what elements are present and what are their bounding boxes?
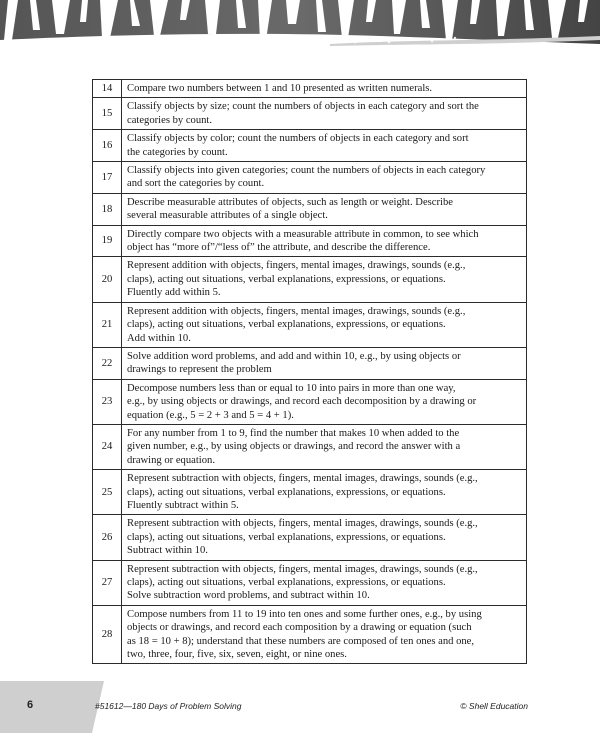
- table-row: [93, 560, 527, 605]
- description-line: and sort the categories by count.: [127, 178, 265, 190]
- description-line: claps), acting out situations, verbal explanations, expressions, or equations.: [127, 319, 446, 331]
- description-line: claps), acting out situations, verbal explanations, expressions, or equations.: [127, 577, 446, 588]
- standard-description: [122, 130, 527, 162]
- table-row: [93, 605, 527, 664]
- description-line: Fluently subtract within 5.: [127, 499, 239, 511]
- description-line: Directly compare two objects with a measurable attribute in common, to see which: [127, 228, 479, 240]
- description-line: claps), acting out situations, verbal explanations, expressions, or equations.: [127, 273, 446, 285]
- description-line: Classify objects by color; count the numbers of objects in each category and sort: [127, 133, 469, 145]
- standard-number: 22: [93, 347, 122, 379]
- standard-number: 17: [93, 162, 122, 194]
- description-line: several measurable attributes of a single object.: [127, 210, 328, 222]
- table-row: [93, 347, 527, 379]
- standard-description: [122, 515, 527, 560]
- description-line: Represent addition with objects, fingers, mental images, drawings, sounds (e.g.,: [127, 305, 466, 317]
- standard-description: [122, 225, 527, 257]
- standard-description: [122, 347, 527, 379]
- description-line: Represent subtraction with objects, fingers, mental images, drawings, sounds (e.g.,: [127, 563, 478, 575]
- description-line: Compare two numbers between 1 and 10 presented as written numerals.: [127, 83, 433, 94]
- standard-number: 16: [93, 130, 122, 162]
- description-line: object has “more of”/“less of” the attribute, and describe the difference.: [127, 242, 431, 254]
- description-line: Solve addition word problems, and add and within 10, e.g., by using objects or: [127, 350, 461, 362]
- table-row: [93, 424, 527, 469]
- description-line: Decompose numbers less than or equal to 10 into pairs in more than one way,: [127, 382, 456, 394]
- table-row: [93, 193, 527, 225]
- description-line: as 18 = 10 + 8); understand that these numbers are composed of ten ones and one,: [127, 635, 475, 647]
- standard-description: [122, 80, 527, 98]
- standard-description: [122, 470, 527, 515]
- description-line: Represent subtraction with objects, fingers, mental images, drawings, sounds (e.g.,: [127, 518, 478, 530]
- description-line: drawings to represent the problem: [127, 364, 272, 376]
- footer-book-title: #51612—180 Days of Problem Solving: [95, 701, 242, 711]
- standard-number: 19: [93, 225, 122, 257]
- standard-number: 26: [93, 515, 122, 560]
- table-row: [93, 302, 527, 347]
- standard-description: [122, 379, 527, 424]
- standard-number: 23: [93, 379, 122, 424]
- standard-description: [122, 193, 527, 225]
- standard-description: [122, 162, 527, 194]
- description-line: Subtract within 10.: [127, 545, 208, 557]
- description-line: given number, e.g., by using objects or drawings, and record the answer with a: [127, 441, 461, 453]
- table-row: [93, 225, 527, 257]
- description-line: e.g., by using objects or drawings, and record each decomposition by a drawing or: [127, 396, 477, 408]
- description-line: claps), acting out situations, verbal explanations, expressions, or equations.: [127, 486, 446, 498]
- standard-description: [122, 257, 527, 302]
- standard-description: [122, 424, 527, 469]
- table-row: [93, 130, 527, 162]
- standard-number: 28: [93, 605, 122, 664]
- description-line: Classify objects by size; count the numbers of objects in each category and sort the: [127, 101, 479, 113]
- standard-number: 14: [93, 80, 122, 98]
- description-line: two, three, four, five, six, seven, eight, or nine ones.: [127, 649, 347, 661]
- table-row: [93, 257, 527, 302]
- standard-description: [122, 302, 527, 347]
- standard-number: 24: [93, 424, 122, 469]
- description-line: For any number from 1 to 9, find the number that makes 10 when added to the: [127, 427, 460, 439]
- footer-publisher: © Shell Education: [460, 701, 528, 711]
- standard-number: 25: [93, 470, 122, 515]
- page-number: 6: [26, 699, 34, 711]
- standard-number: 15: [93, 98, 122, 130]
- decorative-banner: [0, 0, 600, 50]
- table-row: [93, 515, 527, 560]
- description-line: the categories by count.: [127, 146, 228, 158]
- description-line: claps), acting out situations, verbal explanations, expressions, or equations.: [127, 531, 446, 543]
- description-line: categories by count.: [127, 114, 213, 126]
- description-line: drawing or equation.: [127, 454, 215, 466]
- standard-description: [122, 98, 527, 130]
- standard-description: [122, 605, 527, 664]
- description-line: Solve subtraction word problems, and subtract within 10.: [127, 590, 370, 602]
- table-row: [93, 470, 527, 515]
- description-line: Fluently add within 5.: [127, 287, 221, 299]
- standards-table: [92, 79, 527, 664]
- description-line: Classify objects into given categories; count the numbers of objects in each category: [127, 165, 486, 177]
- standard-number: 20: [93, 257, 122, 302]
- table-row: [93, 80, 527, 98]
- table-row: [93, 98, 527, 130]
- table-row: [93, 379, 527, 424]
- description-line: Describe measurable attributes of objects, such as length or weight. Describe: [127, 196, 453, 208]
- description-line: Compose numbers from 11 to 19 into ten ones and some further ones, e.g., by using: [127, 608, 482, 620]
- description-line: Add within 10.: [127, 332, 191, 344]
- standard-description: [122, 560, 527, 605]
- description-line: Represent subtraction with objects, fingers, mental images, drawings, sounds (e.g.,: [127, 473, 478, 485]
- table-row: [93, 162, 527, 194]
- standard-number: 18: [93, 193, 122, 225]
- standard-number: 27: [93, 560, 122, 605]
- description-line: Represent addition with objects, fingers, mental images, drawings, sounds (e.g.,: [127, 260, 466, 272]
- standard-number: 21: [93, 302, 122, 347]
- description-line: equation (e.g., 5 = 2 + 3 and 5 = 4 + 1).: [127, 409, 294, 421]
- description-line: objects or drawings, and record each composition by a drawing or equation (such: [127, 622, 472, 634]
